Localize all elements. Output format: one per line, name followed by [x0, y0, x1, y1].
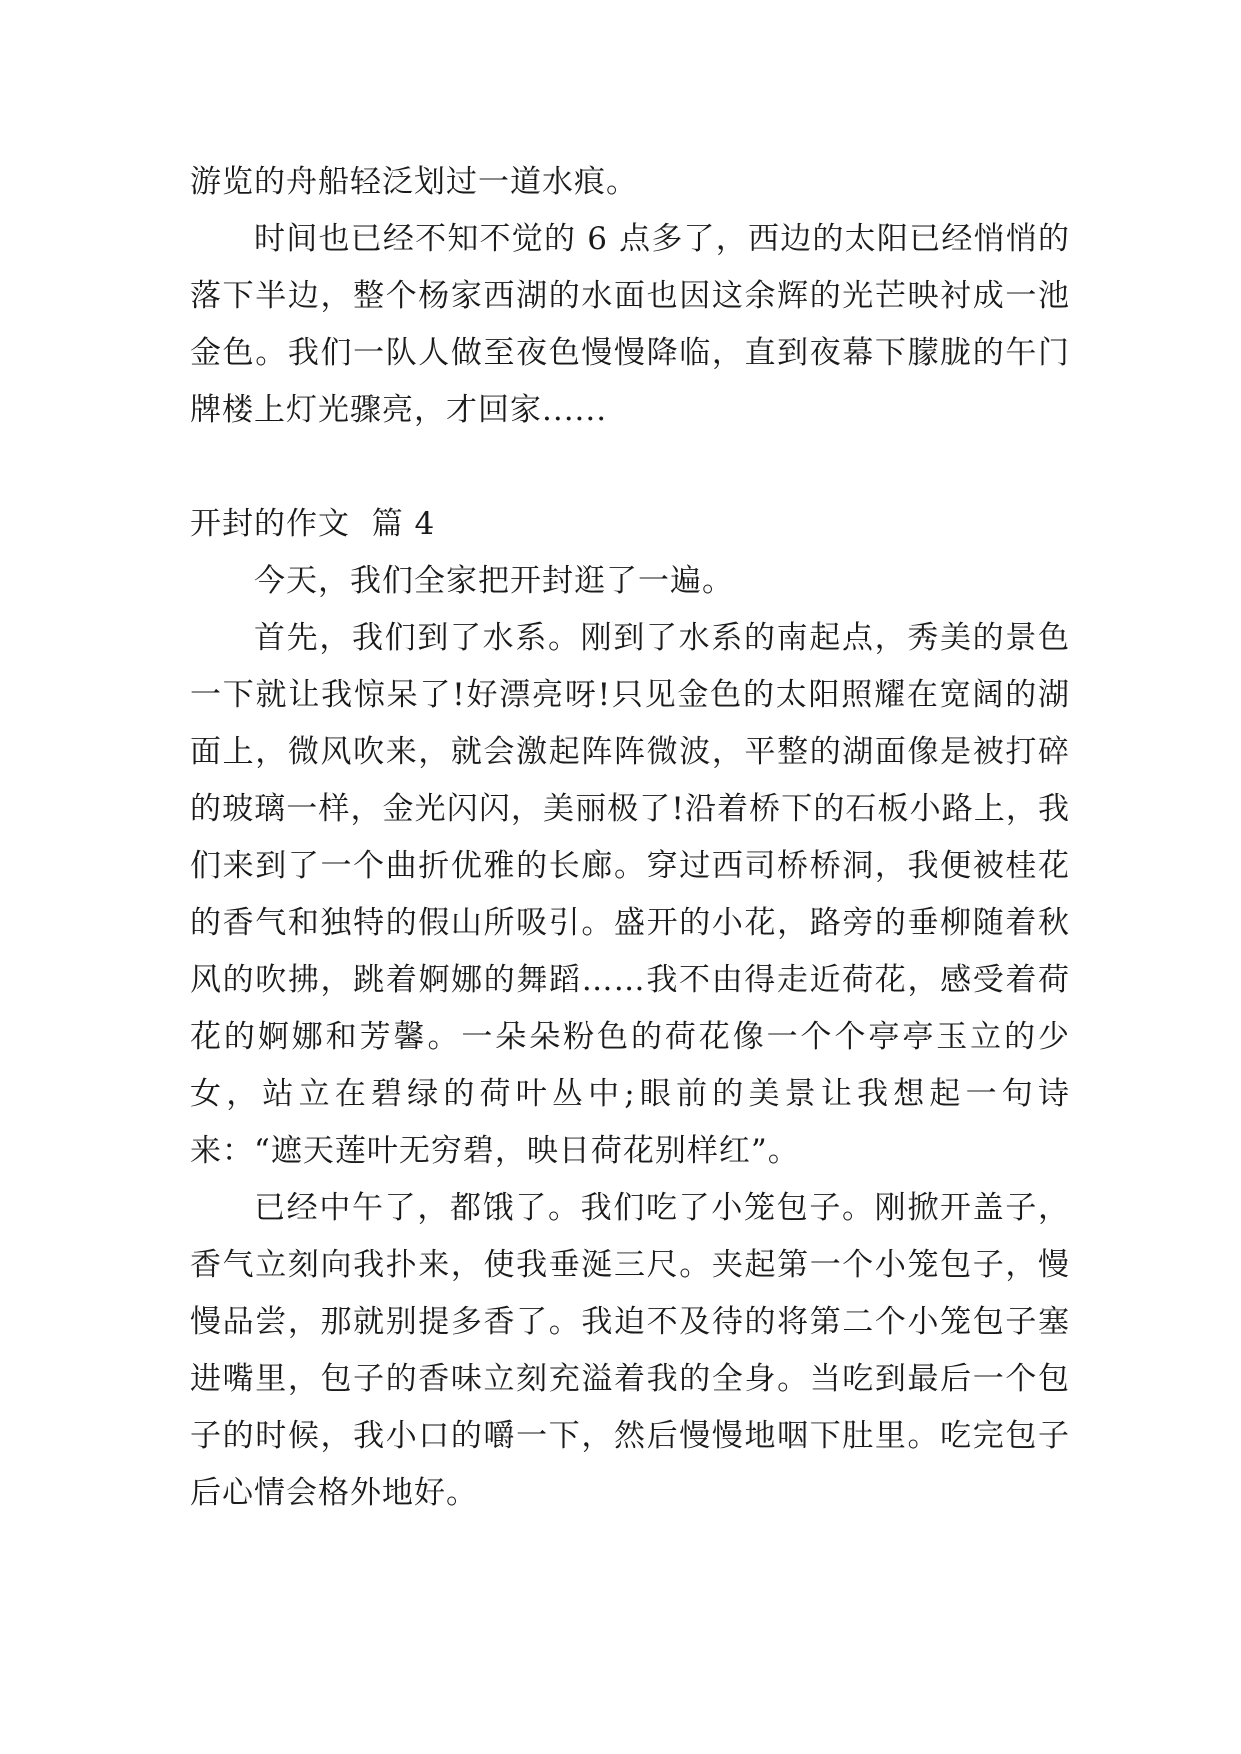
document-body	[190, 154, 1070, 1522]
paragraph-lunch: 已经中午了，都饿了。我们吃了小笼包子。刚掀开盖子，香气立刻向我扑来，使我垂涎三尺。夹起第一个小笼包子，慢慢品尝，那就别提多香了。我迫不及待的将第二个小笼包子塞进嘴里，包子的香味立刻充溢着我的全身。当吃到最后一个包子的时候，我小口的嚼一下，然后慢慢地咽下肚里。吃完包子后心情会格外地好。	[190, 1190, 1070, 1511]
paragraph-continuation: 游览的舟船轻泛划过一道水痕。	[190, 164, 638, 200]
section-heading: 开封的作文 篇 4	[190, 506, 436, 542]
paragraph-intro: 今天，我们全家把开封逛了一遍。	[254, 563, 734, 599]
paragraph-water: 首先，我们到了水系。刚到了水系的南起点，秀美的景色一下就让我惊呆了!好漂亮呀!只见金色的太阳照耀在宽阔的湖面上，微风吹来，就会激起阵阵微波，平整的湖面像是被打碎的玻璃一样，金光闪闪，美丽极了!沿着桥下的石板小路上，我们来到了一个曲折优雅的长廊。穿过西司桥桥洞，我便被桂花的香气和独特的假山所吸引。盛开的小花，路旁的垂柳随着秋风的吹拂，跳着婀娜的舞蹈……我不由得走近荷花，感受着荷花的婀娜和芳馨。一朵朵粉色的荷花像一个个亭亭玉立的少女，站立在碧绿的荷叶丛中;眼前的美景让我想起一句诗来：“遮天莲叶无穷碧，映日荷花别样红”。	[190, 620, 1070, 1169]
paragraph-sunset: 时间也已经不知不觉的 6 点多了，西边的太阳已经悄悄的落下半边，整个杨家西湖的水面也因这余辉的光芒映衬成一池金色。我们一队人做至夜色慢慢降临，直到夜幕下朦胧的午门牌楼上灯光骤亮，才回家......	[190, 221, 1070, 428]
